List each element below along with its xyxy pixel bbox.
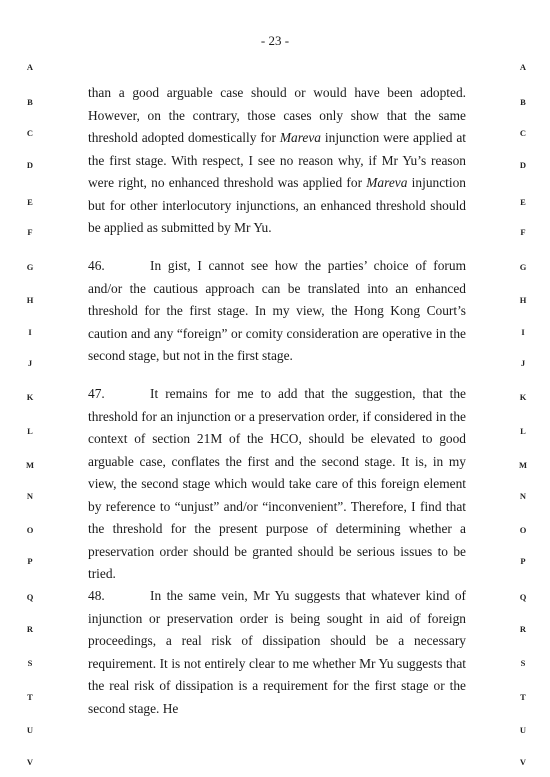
text-run: injunction but for other interlocutory injunctions, an enhanced threshold should be applied as submitted by Mr Yu. [88,175,466,235]
paragraph-46 [88,255,466,368]
margin-letter-right: M [518,460,528,470]
margin-letter-left: G [26,262,34,272]
margin-letter-right: S [520,658,526,668]
paragraph-text [88,255,466,368]
margin-letter-left: S [27,658,33,668]
margin-letter-left: B [27,97,33,107]
text-run: It remains for me to add that the suggestion, that the threshold for an injunction or a preservation order, if considered in the context of section 21M of the HCO, should be elevated to good arguable case, conflates the first and the second stage. It is, in my view, the second stage which would take care of this foreign element by reference to “unjust” and/or “inconvenient”. Therefore, I find that the threshold for the present purpose of determining whether a preservation order should be granted should be serious issues to be tried. [88,386,466,581]
margin-letter-left: V [26,757,34,767]
paragraph-text [88,82,466,240]
margin-letter-left: P [27,556,33,566]
margin-letter-right: U [519,725,527,735]
paragraph-0 [88,82,466,240]
margin-letter-right: V [519,757,527,767]
margin-letter-left: Q [26,592,34,602]
margin-letter-left: E [27,197,33,207]
margin-letter-right: C [519,128,527,138]
margin-letter-right: O [519,525,527,535]
margin-letter-left: R [26,624,34,634]
margin-letter-right: P [520,556,526,566]
text-run: In the same vein, Mr Yu suggests that whatever kind of injunction or preservation order is being sought in aid of foreign proceedings, a real risk of dissipation should be a necessary requirement. It is not entirely clear to me whether Mr Yu suggests that the real risk of dissipation is a requirement for the first stage or the second stage. He [88,588,466,716]
margin-letter-left: O [26,525,34,535]
margin-letter-right: D [519,160,527,170]
margin-letter-left: I [28,327,32,337]
italic-case-name: Mareva [279,130,322,145]
paragraph-text [88,585,466,720]
paragraph-text [88,383,466,586]
paragraph-number: 48. [88,588,105,603]
margin-letter-right: Q [519,592,527,602]
margin-letter-right: B [520,97,526,107]
margin-letter-left: L [27,426,33,436]
margin-letter-right: R [519,624,527,634]
paragraph-47 [88,383,466,586]
margin-letter-right: K [519,392,527,402]
italic-case-name: Mareva [366,175,408,190]
margin-letter-left: K [26,392,34,402]
paragraph-number: 47. [88,386,105,401]
margin-letter-left: T [27,692,33,702]
margin-letter-left: D [26,160,34,170]
margin-letter-right: L [520,426,526,436]
margin-letter-left: C [26,128,34,138]
margin-letter-left: F [27,227,33,237]
margin-letter-left: N [26,491,34,501]
margin-letter-right: G [519,262,527,272]
margin-letter-right: J [520,358,526,368]
margin-letter-left: H [26,295,34,305]
margin-letter-right: A [519,62,527,72]
margin-letter-left: U [26,725,34,735]
margin-letter-right: T [520,692,526,702]
text-run: than a good arguable case should or would have been adopted. However, on the contrary, those cases only show that the same threshold adopted domestically for [88,85,466,145]
paragraph-48 [88,585,466,720]
margin-letter-right: E [520,197,526,207]
paragraph-number: 46. [88,258,105,273]
margin-letter-left: M [25,460,35,470]
text-run: injunction were applied at the first stage. With respect, I see no reason why, if Mr Yu’s reason were right, no enhanced threshold was applied for [88,130,466,190]
margin-letter-left: A [26,62,34,72]
margin-letter-right: H [519,295,527,305]
page-number: - 23 - [260,33,290,48]
margin-letter-right: I [521,327,525,337]
margin-letter-right: N [519,491,527,501]
text-run: In gist, I cannot see how the parties’ choice of forum and/or the cautious approach can be translated into an enhanced threshold for the first stage. In my view, the Hong Kong Court’s caution and any “foreign” or comity consideration are operative in the second stage, but not in the first stage. [88,258,466,363]
margin-letter-right: F [520,227,526,237]
margin-letter-left: J [27,358,33,368]
